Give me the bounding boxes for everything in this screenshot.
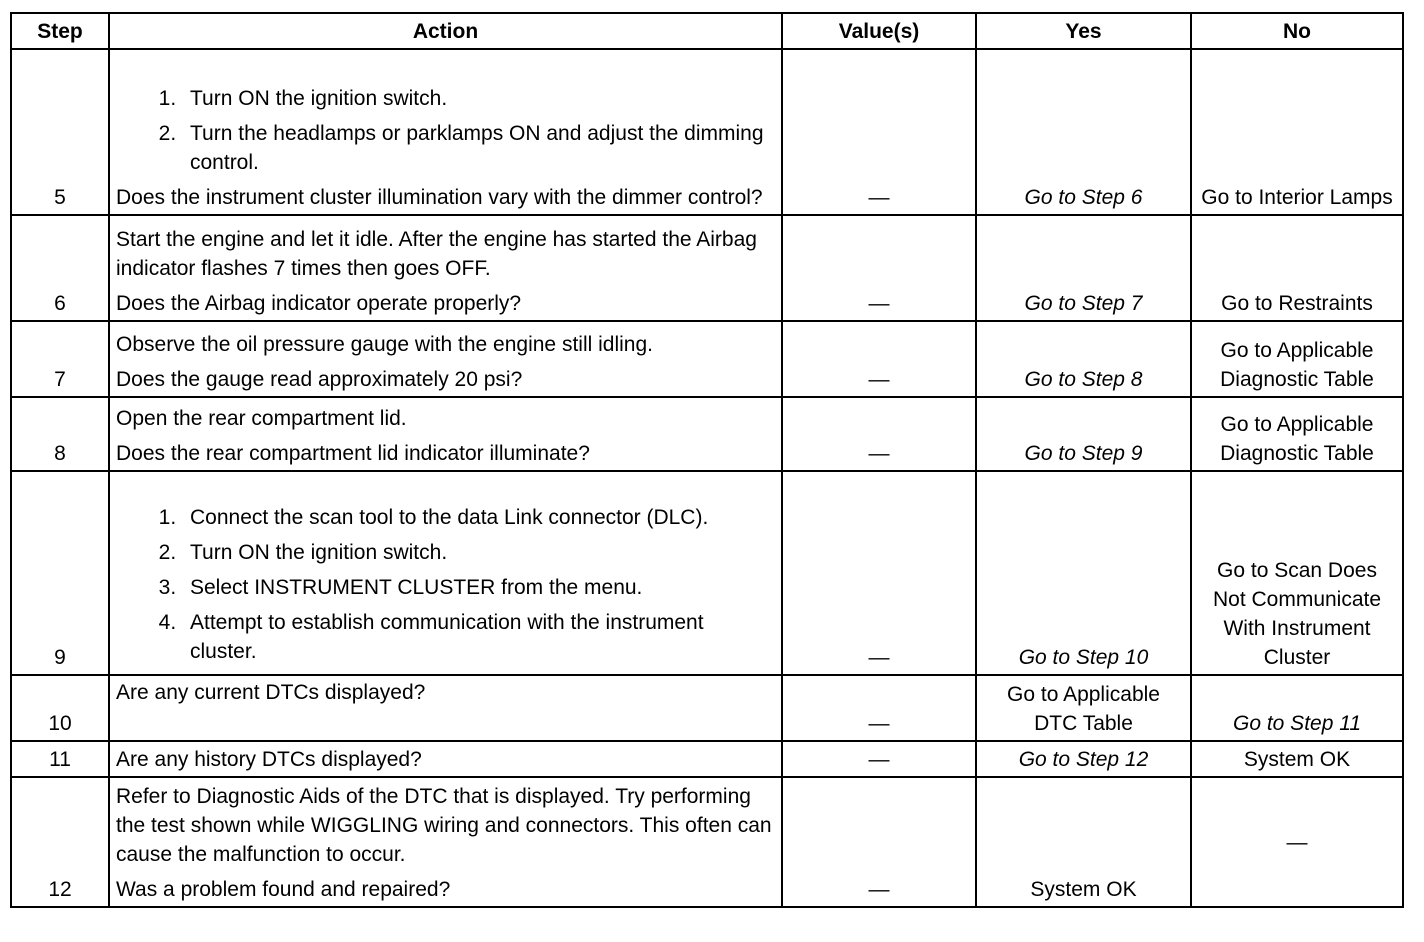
value-cell: — [782,471,976,675]
header-values: Value(s) [782,13,976,49]
value-cell: — [782,741,976,777]
value-cell: — [782,321,976,397]
header-yes: Yes [976,13,1191,49]
action-question: Does the rear compartment lid indicator illuminate? [116,442,590,465]
step-number: 8 [11,397,109,471]
action-question: Was a problem found and repaired? [116,878,451,901]
yes-cell: Go to Step 9 [976,397,1191,471]
value-cell: — [782,777,976,907]
action-cell [109,397,782,471]
header-action: Action [109,13,782,49]
action-question: Are any current DTCs displayed? [116,681,426,704]
action-question: Does the Airbag indicator operate properly? [116,292,522,315]
action-list-item: 2. Turn ON the ignition switch. [182,538,775,567]
table-row [11,741,1403,777]
step-number: 7 [11,321,109,397]
table-row [11,49,1403,215]
action-question: Does the instrument cluster illumination vary with the dimmer control? [116,186,763,209]
action-cell [109,777,782,907]
no-cell: System OK [1191,741,1403,777]
action-list-item: 3. Select INSTRUMENT CLUSTER from the menu. [182,573,775,602]
action-cell [109,471,782,675]
step-number: 5 [11,49,109,215]
action-list-item: 1. Turn ON the ignition switch. [182,84,775,113]
value-cell: — [782,675,976,741]
yes-cell: Go to Step 12 [976,741,1191,777]
no-cell: Go to Interior Lamps [1191,49,1403,215]
header-step: Step [11,13,109,49]
no-cell: Go to Scan Does Not Communicate With Instrument Cluster [1191,471,1403,675]
action-cell [109,321,782,397]
no-cell: Go to Applicable Diagnostic Table [1191,321,1403,397]
action-text: Start the engine and let it idle. After the engine has started the Airbag indicator flashes 7 times then goes OFF. [116,228,757,280]
value-cell: — [782,397,976,471]
table-row [11,215,1403,321]
table-row [11,397,1403,471]
step-number: 10 [11,675,109,741]
yes-cell: Go to Step 7 [976,215,1191,321]
step-number: 12 [11,777,109,907]
action-cell [109,49,782,215]
yes-cell: Go to Step 6 [976,49,1191,215]
action-question: Are any history DTCs displayed? [116,748,422,771]
action-text: Refer to Diagnostic Aids of the DTC that is displayed. Try performing the test shown while WIGGLING wiring and connectors. This often can cause the malfunction to occur. [116,785,772,866]
table-row [11,675,1403,741]
header-no: No [1191,13,1403,49]
action-list [116,84,775,177]
value-cell: — [782,215,976,321]
no-cell: Go to Applicable Diagnostic Table [1191,397,1403,471]
action-list-item: 4. Attempt to establish communication with the instrument cluster. [182,608,775,666]
table-row [11,321,1403,397]
action-list [116,503,775,666]
table-row [11,777,1403,907]
yes-cell: Go to Applicable DTC Table [976,675,1191,741]
yes-cell: Go to Step 8 [976,321,1191,397]
yes-cell: Go to Step 10 [976,471,1191,675]
no-cell: Go to Restraints [1191,215,1403,321]
no-cell: — [1191,777,1403,907]
action-list-item: 1. Connect the scan tool to the data Link connector (DLC). [182,503,775,532]
action-cell [109,215,782,321]
action-text: Open the rear compartment lid. [116,407,407,430]
table-header-row [11,13,1403,49]
action-list-item: 2. Turn the headlamps or parklamps ON and adjust the dimming control. [182,119,775,177]
value-cell: — [782,49,976,215]
action-text: Observe the oil pressure gauge with the engine still idling. [116,333,653,356]
yes-cell: System OK [976,777,1191,907]
diagnostic-table [10,12,1404,908]
table-row [11,471,1403,675]
step-number: 9 [11,471,109,675]
no-cell: Go to Step 11 [1191,675,1403,741]
action-cell [109,741,782,777]
action-question: Does the gauge read approximately 20 psi? [116,368,523,391]
step-number: 11 [11,741,109,777]
step-number: 6 [11,215,109,321]
action-cell [109,675,782,741]
